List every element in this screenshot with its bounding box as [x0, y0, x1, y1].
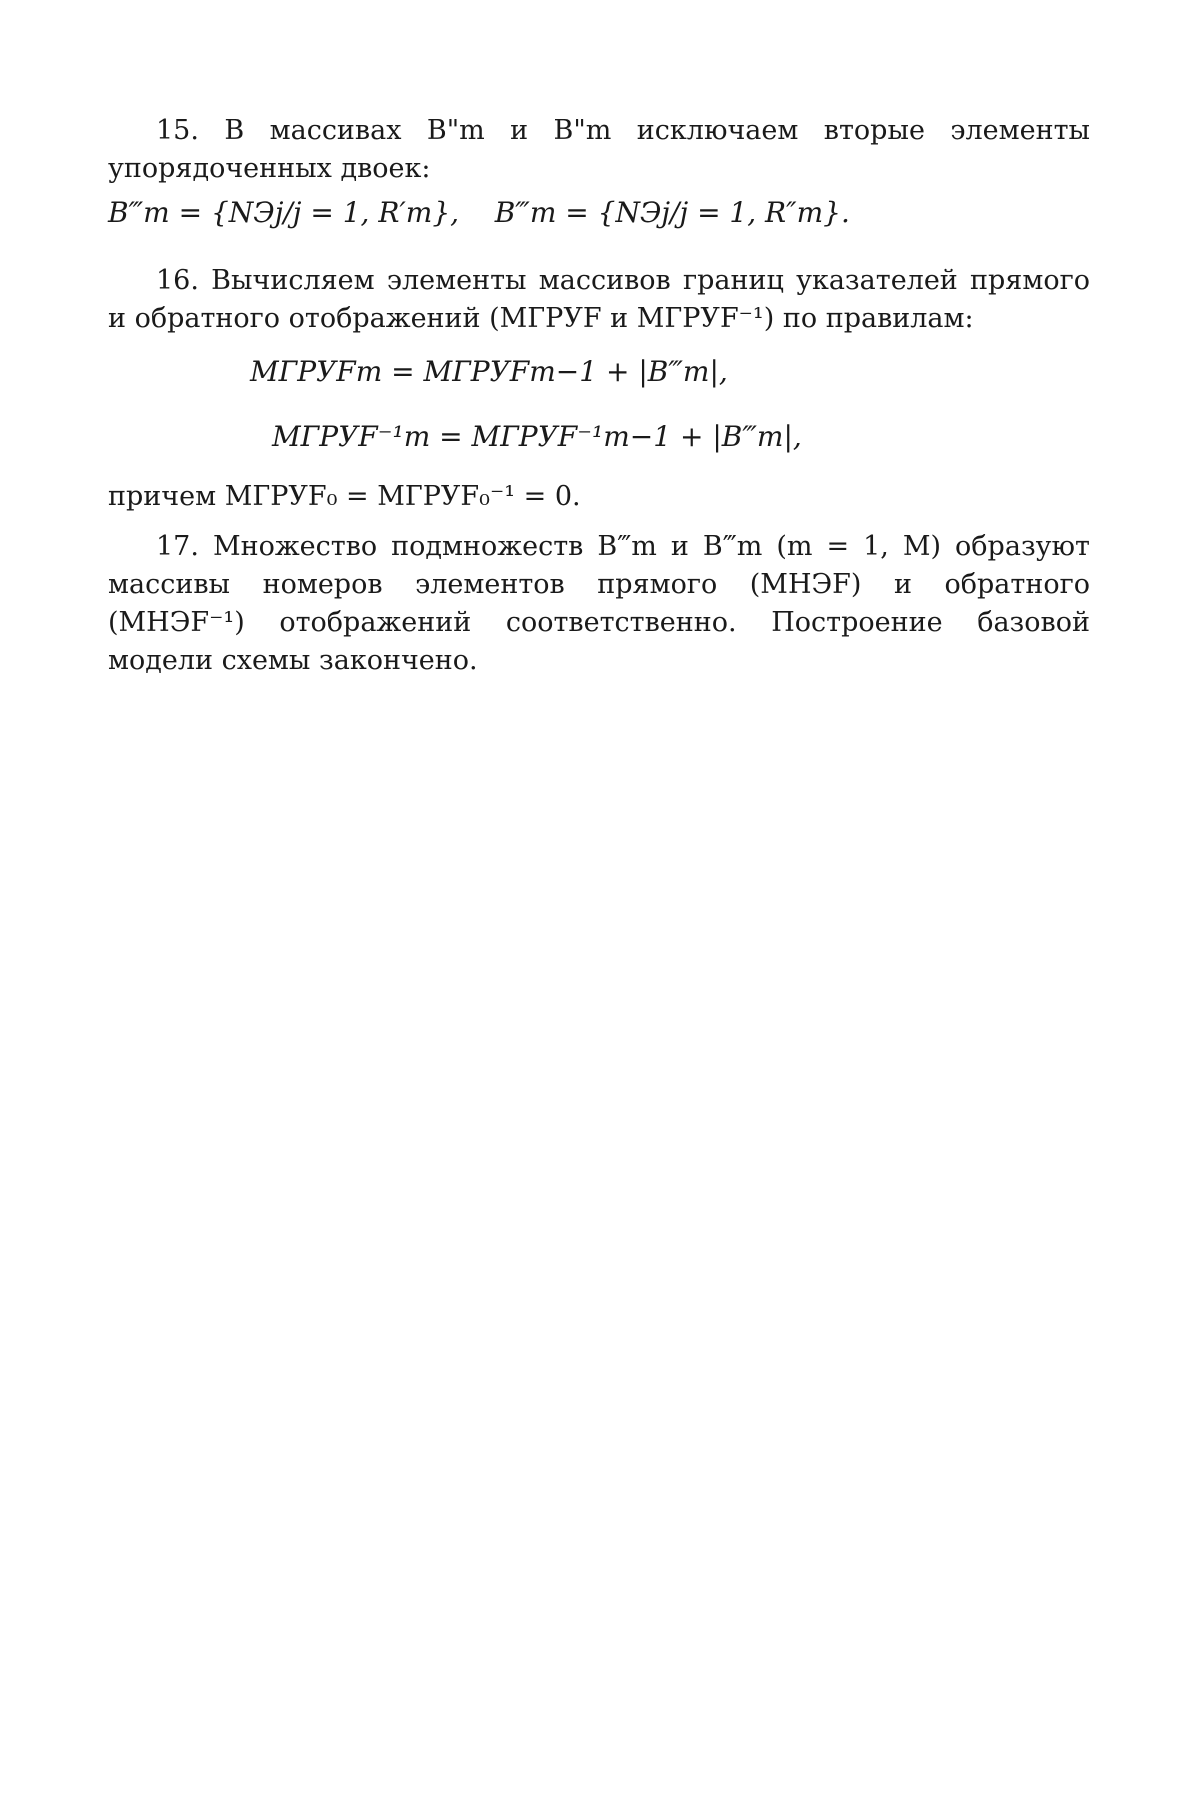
paragraph-16-text: 16. Вычисляем элементы массивов границ указателей прямого и обратного отображений (МГРУF и МГРУF⁻¹) по правилам:	[108, 265, 1090, 334]
paragraph-17-text: 17. Множество подмножеств B‴m и B‴m (m = 1, M) образуют массивы номеров элементов прямого (МНЭF) и обратного (МНЭF⁻¹) отображений соответственно. Построение базовой модели схемы закончено.	[108, 531, 1090, 676]
formula-15-left: B‴m = {NЭj/j = 1, R′m},	[108, 196, 460, 229]
paragraph-16-tail-text: причем МГРУF₀ = МГРУF₀⁻¹ = 0.	[108, 481, 581, 512]
formula-16-line-1: МГРУFm = МГРУFm−1 + |B‴m|,	[250, 355, 728, 388]
paragraph-17	[108, 528, 1090, 680]
paragraph-16	[108, 262, 1090, 338]
formula-16-line-2: МГРУF⁻¹m = МГРУF⁻¹m−1 + |B‴m|,	[272, 420, 802, 453]
formula-15-right: B‴m = {NЭj/j = 1, R″m}.	[494, 196, 850, 229]
paragraph-16-tail	[108, 478, 1090, 516]
paragraph-15	[108, 112, 1090, 188]
formula-15	[108, 196, 850, 230]
paragraph-15-text: 15. В массивах B"m и B"m исключаем вторые элементы упорядоченных двоек:	[108, 115, 1090, 184]
